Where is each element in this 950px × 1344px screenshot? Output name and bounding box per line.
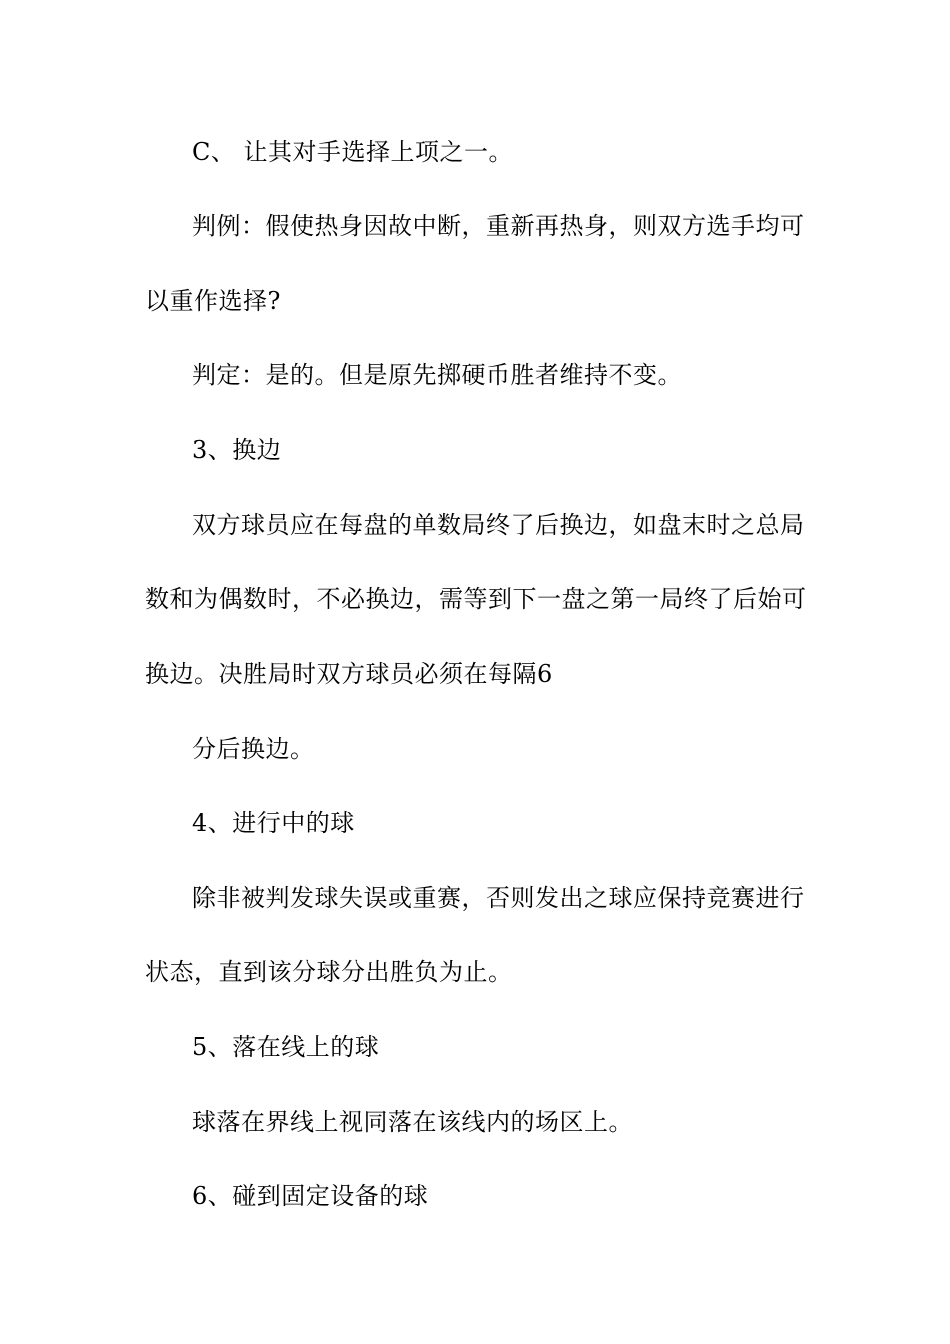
change-ends-paragraph-line-4: 分后换边。 xyxy=(192,735,315,763)
change-ends-paragraph-line-2: 数和为偶数时，不必换边，需等到下一盘之第一局终了后始可 xyxy=(145,585,807,613)
ball-in-play-paragraph-line-1: 除非被判发球失误或重赛，否则发出之球应保持竞赛进行 xyxy=(192,884,805,912)
section-heading-3: 3、换边 xyxy=(192,436,282,464)
section-heading-6: 6、碰到固定设备的球 xyxy=(192,1182,429,1210)
change-ends-paragraph-line-3: 换边。决胜局时双方球员必须在每隔6 xyxy=(145,660,553,688)
case-example-line-2: 以重作选择? xyxy=(145,287,281,315)
clause-c-text: C、 让其对手选择上项之一。 xyxy=(192,138,513,166)
case-example-line-1: 判例：假使热身因故中断，重新再热身，则双方选手均可 xyxy=(192,212,805,240)
section-heading-4: 4、进行中的球 xyxy=(192,809,355,837)
change-ends-paragraph-line-1: 双方球员应在每盘的单数局终了后换边，如盘末时之总局 xyxy=(192,511,805,539)
section-heading-5: 5、落在线上的球 xyxy=(192,1033,380,1061)
ruling-text: 判定：是的。但是原先掷硬币胜者维持不变。 xyxy=(192,361,682,389)
ball-in-play-paragraph-line-2: 状态，直到该分球分出胜负为止。 xyxy=(145,958,513,986)
ball-on-line-paragraph: 球落在界线上视同落在该线内的场区上。 xyxy=(192,1108,633,1136)
